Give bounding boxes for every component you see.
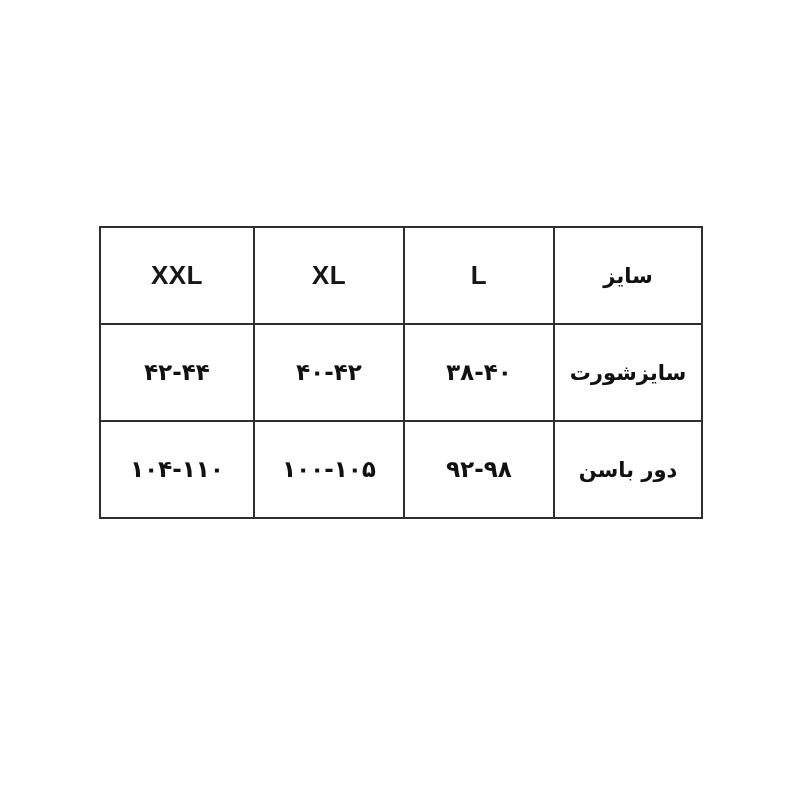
row-label-shorts-size: سایزشورت (554, 324, 702, 421)
cell-shorts-size-xl: ۴۰-۴۲ (254, 324, 404, 421)
table-row-hip-circumference (100, 421, 702, 518)
cell-shorts-size-xxl: ۴۲-۴۴ (100, 324, 254, 421)
cell-hip-xxl: ۱۰۴-۱۱۰ (100, 421, 254, 518)
cell-shorts-size-l: ۳۸-۴۰ (404, 324, 554, 421)
cell-hip-l: ۹۲-۹۸ (404, 421, 554, 518)
row-label-hip-circumference: دور باسن (554, 421, 702, 518)
header-cell-xl: XL (254, 227, 404, 324)
cell-hip-xl: ۱۰۰-۱۰۵ (254, 421, 404, 518)
size-chart-table (99, 226, 703, 519)
header-cell-xxl: XXL (100, 227, 254, 324)
header-cell-l: L (404, 227, 554, 324)
table-row-header (100, 227, 702, 324)
table-row-shorts-size (100, 324, 702, 421)
header-cell-size-label: سایز (554, 227, 702, 324)
